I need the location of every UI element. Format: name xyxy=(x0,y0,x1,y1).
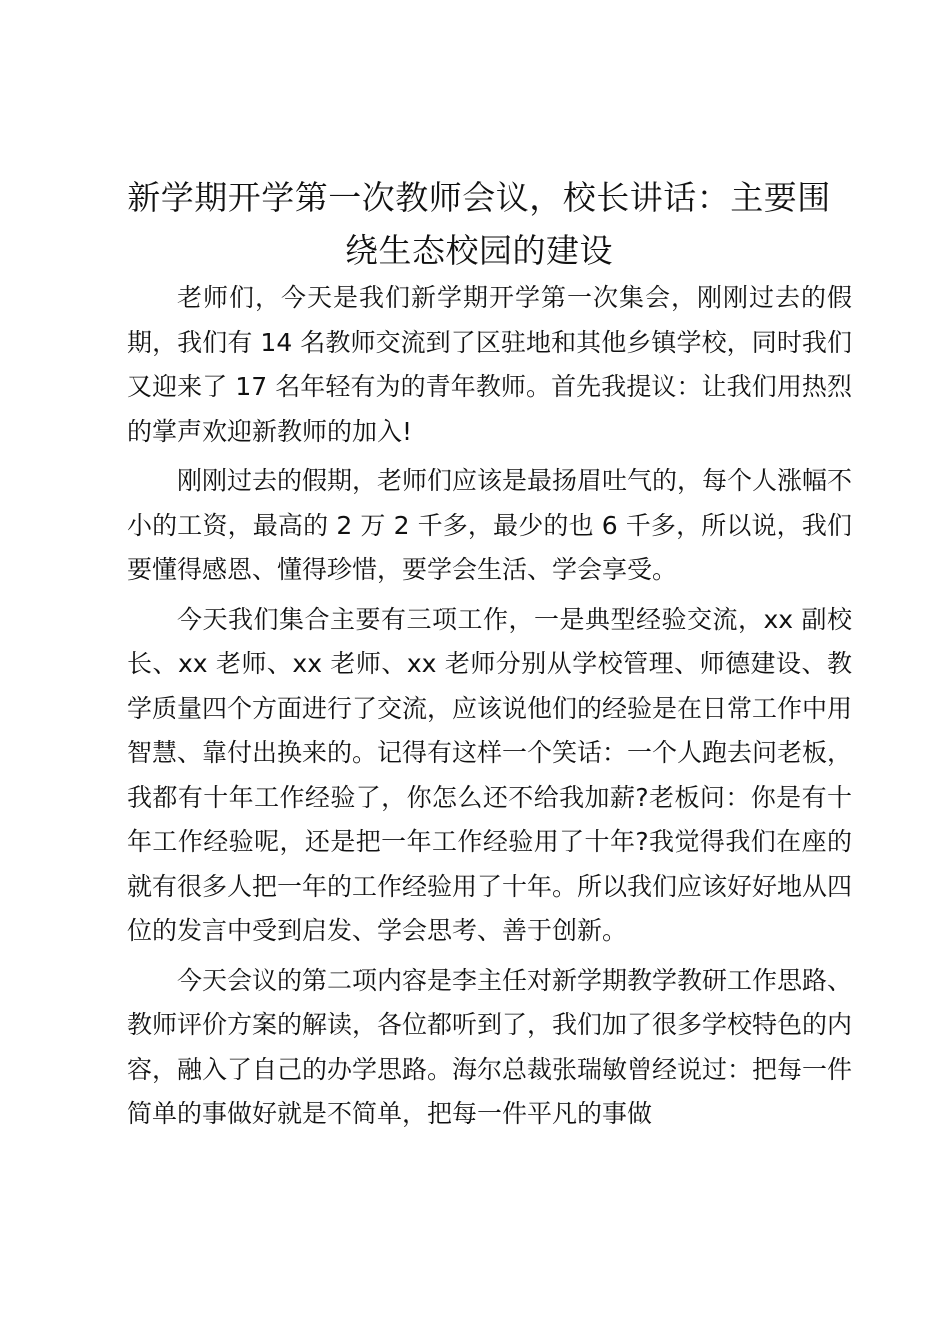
paragraph: 老师们，今天是我们新学期开学第一次集会，刚刚过去的假期，我们有 14 名教师交流到了区驻地和其他乡镇学校，同时我们又迎来了 17 名年轻有为的青年教师。首先我提议：让我们用热烈的掌声欢迎新教师的加入! xyxy=(127,283,852,446)
paragraph: 刚刚过去的假期，老师们应该是最扬眉吐气的，每个人涨幅不小的工资，最高的 2 万 2 千多，最少的也 6 千多，所以说，我们要懂得感恩、懂得珍惜，要学会生活、学会享受。 xyxy=(127,466,853,584)
document-title: 新学期开学第一次教师会议，校长讲话：主要围绕生态校园的建设 xyxy=(127,178,831,270)
paragraph: 今天我们集合主要有三项工作，一是典型经验交流，xx 副校长、xx 老师、xx 老师、xx 老师分别从学校管理、师德建设、教学质量四个方面进行了交流，应该说他们的经验是在日常工作中用智慧、靠付出换来的。记得有这样一个笑话：一个人跑去问老板，我都有十年工作经验了，你怎么还不给我加薪?老板问：你是有十年工作经验呢，还是把一年工作经验用了十年?我觉得我们在座的就有很多人把一年的工作经验用了十年。所以我们应该好好地从四位的发言中受到启发、学会思考、善于创新。 xyxy=(127,604,853,945)
document-body xyxy=(127,276,852,1142)
paragraph: 今天会议的第二项内容是李主任对新学期教学教研工作思路、教师评价方案的解读，各位都听到了，我们加了很多学校特色的内容，融入了自己的办学思路。海尔总裁张瑞敏曾经说过：把每一件简单的事做好就是不简单，把每一件平凡的事做 xyxy=(127,965,853,1128)
